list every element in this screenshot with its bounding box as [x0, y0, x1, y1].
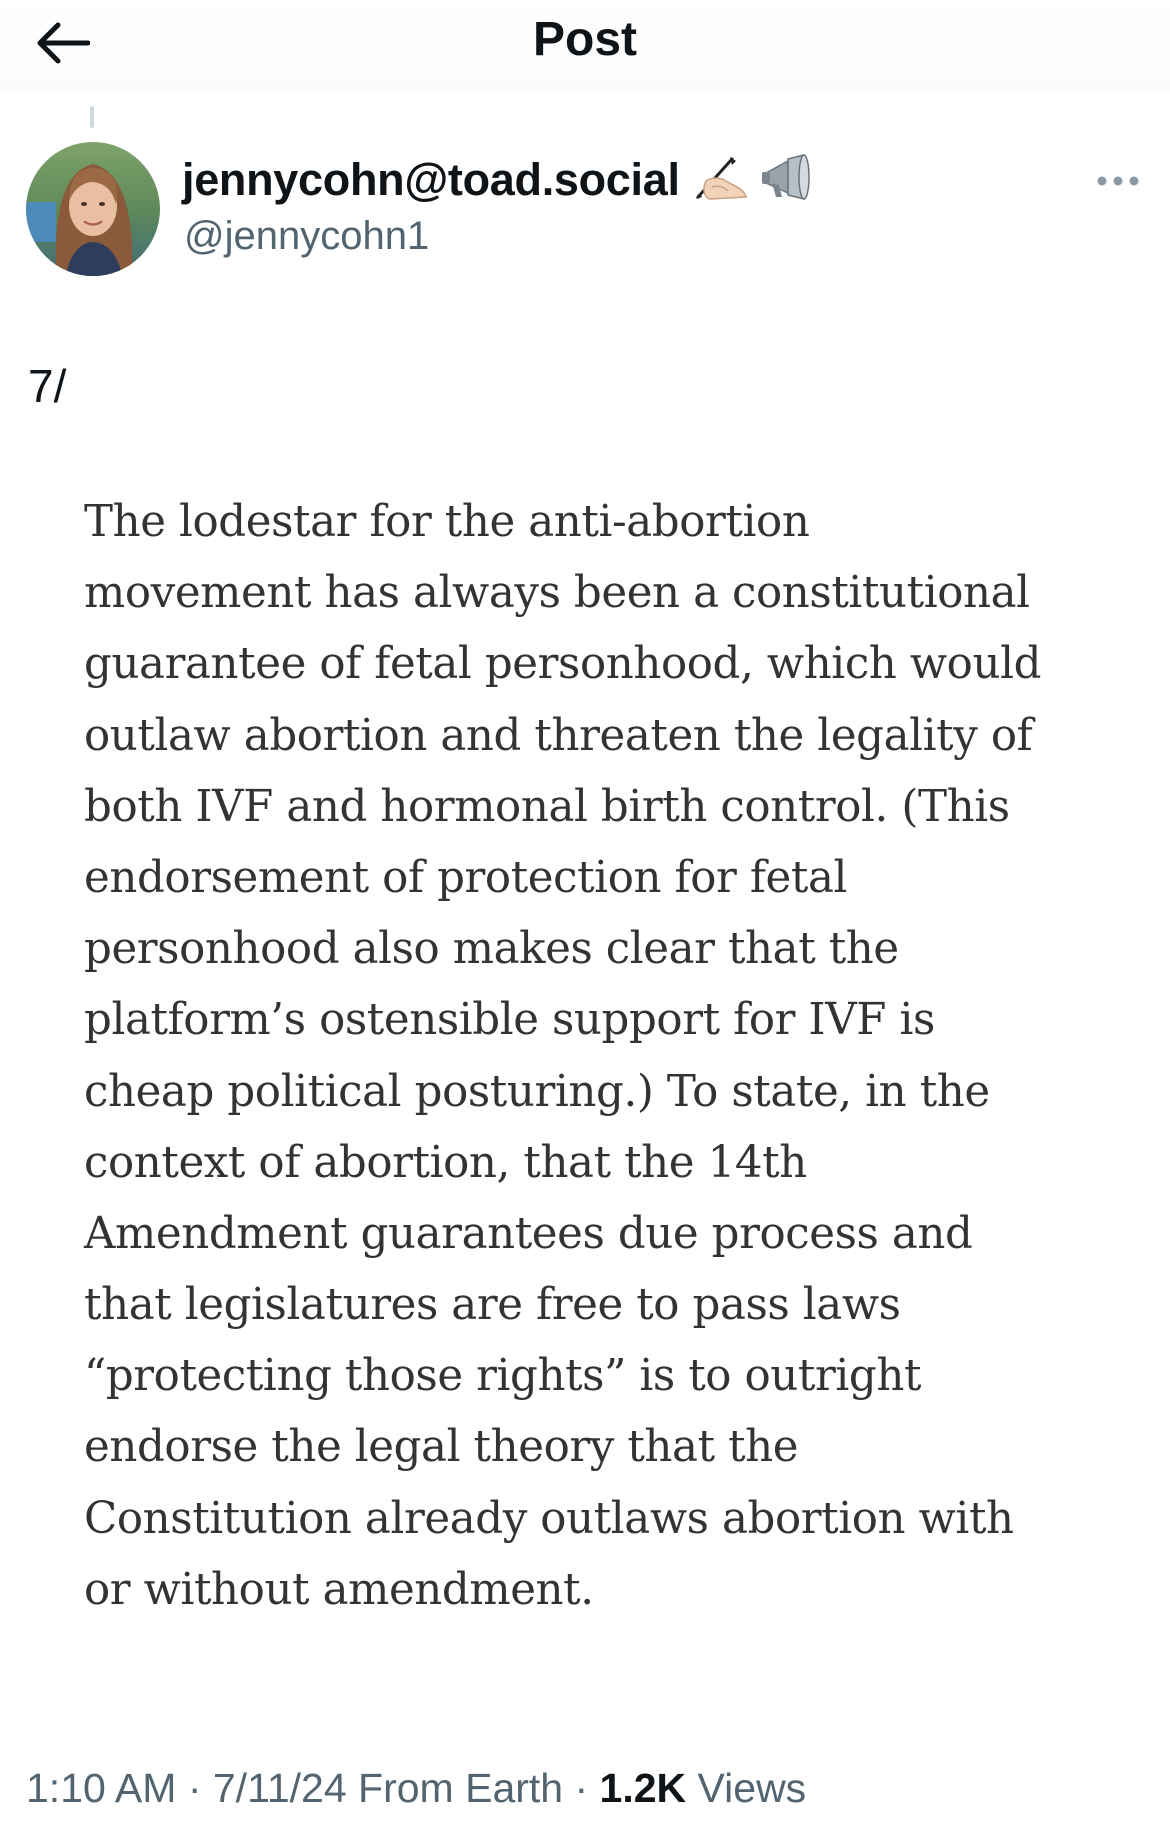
- more-options-button[interactable]: [1088, 166, 1148, 196]
- writing-hand-icon: [692, 153, 748, 208]
- article-text-line: personhood also makes clear that the: [84, 924, 899, 975]
- page-title: Post: [532, 13, 637, 66]
- author-name-row[interactable]: [182, 150, 812, 210]
- article-text-line: “protecting those rights” is to outright: [84, 1351, 922, 1402]
- article-text-line: or without amendment.: [84, 1564, 594, 1615]
- post-time[interactable]: 1:10 AM: [26, 1765, 177, 1811]
- article-text-line: context of abortion, that the 14th: [84, 1137, 807, 1188]
- article-text-line: endorse the legal theory that the: [84, 1422, 799, 1473]
- views-count[interactable]: 1.2K: [599, 1765, 687, 1811]
- article-text-line: cheap political posturing.) To state, in the: [84, 1066, 990, 1117]
- separator: ·: [176, 1765, 213, 1811]
- article-text-line: guarantee of fetal personhood, which would: [84, 639, 1042, 690]
- attached-image[interactable]: [84, 487, 1124, 1626]
- article-text-line: platform’s ostensible support for IVF is: [84, 995, 935, 1046]
- article-text-line: outlaw abortion and threaten the legality of: [84, 710, 1033, 761]
- article-text-line: The lodestar for the anti-abortion: [84, 497, 810, 547]
- more-dots-icon: [1096, 175, 1140, 187]
- megaphone-icon: [760, 153, 812, 208]
- author-handle[interactable]: @jennycohn1: [184, 214, 430, 258]
- article-text-line: Constitution already outlaws abortion with: [84, 1493, 1014, 1544]
- post-metadata: [26, 1762, 806, 1814]
- thread-connector: [90, 106, 94, 128]
- article-text-line: movement has always been a constitutional: [84, 568, 1030, 619]
- post-source: From Earth: [358, 1765, 564, 1811]
- back-button[interactable]: [22, 8, 102, 78]
- avatar-photo-icon: [26, 142, 160, 276]
- author-display-name[interactable]: jennycohn@toad.social: [182, 154, 680, 205]
- top-bar: [0, 0, 1170, 90]
- post-date[interactable]: 7/11/24: [212, 1765, 347, 1811]
- article-text-line: that legislatures are free to pass laws: [84, 1280, 901, 1331]
- article-text-line: Amendment guarantees due process and: [84, 1208, 973, 1259]
- views-label: Views: [697, 1765, 807, 1811]
- article-text-line: both IVF and hormonal birth control. (This: [84, 781, 1010, 832]
- separator: ·: [563, 1765, 600, 1811]
- post-text: 7/: [28, 360, 67, 412]
- back-arrow-icon: [34, 21, 90, 65]
- avatar[interactable]: [26, 142, 160, 276]
- article-text-line: endorsement of protection for fetal: [84, 852, 848, 903]
